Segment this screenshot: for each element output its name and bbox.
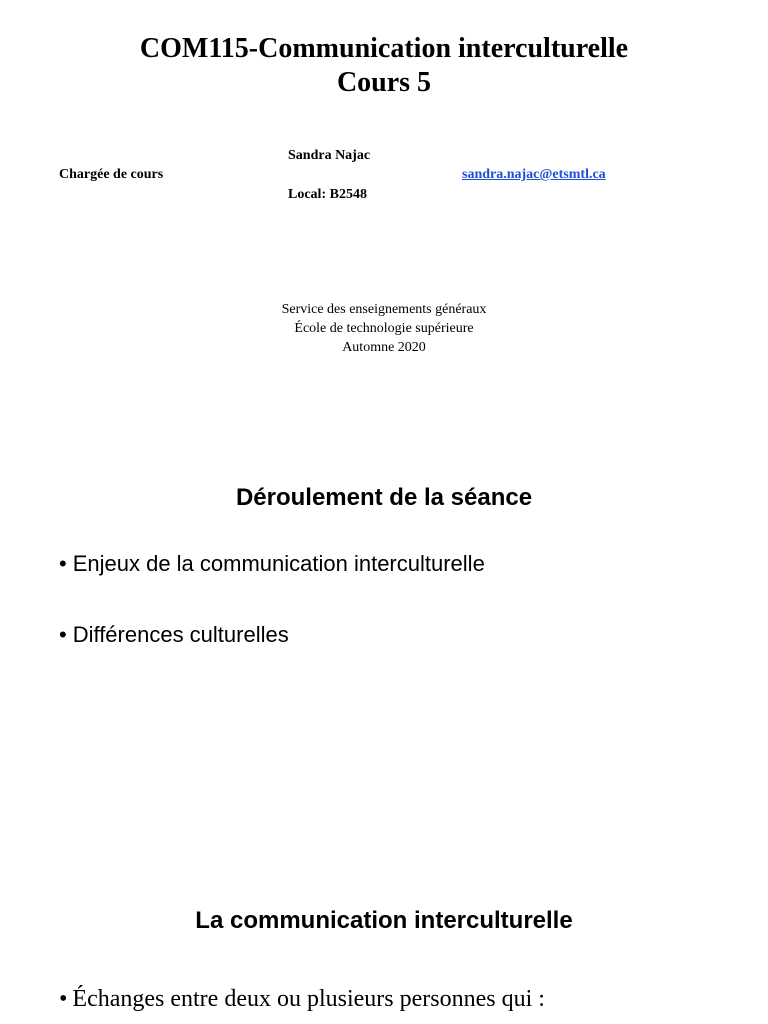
instructor-room: Local: B2548 xyxy=(288,187,367,202)
list-item-text: Enjeux de la communication interculturelle xyxy=(72,551,485,576)
section-heading: La communication interculturelle xyxy=(195,907,573,934)
instructor-role: Chargée de cours xyxy=(59,167,164,182)
list-item-text: Échanges entre deux ou plusieurs personnes qui : xyxy=(72,986,545,1012)
bullet-icon: • xyxy=(59,622,67,647)
list-item xyxy=(59,984,545,1014)
organization-department: Service des enseignements généraux xyxy=(281,302,487,317)
list-item xyxy=(59,621,289,649)
course-title: COM115-Communication interculturelle xyxy=(139,33,629,64)
organization-term: Automne 2020 xyxy=(342,340,426,355)
agenda-heading: Déroulement de la séance xyxy=(235,484,533,511)
organization-school: École de technologie supérieure xyxy=(294,321,474,336)
list-item xyxy=(59,550,485,578)
course-number: Cours 5 xyxy=(336,67,432,98)
instructor-name: Sandra Najac xyxy=(288,148,371,163)
list-item-text: Différences culturelles xyxy=(72,622,289,647)
bullet-icon: • xyxy=(59,551,67,576)
instructor-email-link[interactable]: sandra.najac@etsmtl.ca xyxy=(462,167,606,182)
bullet-icon: • xyxy=(59,986,68,1012)
